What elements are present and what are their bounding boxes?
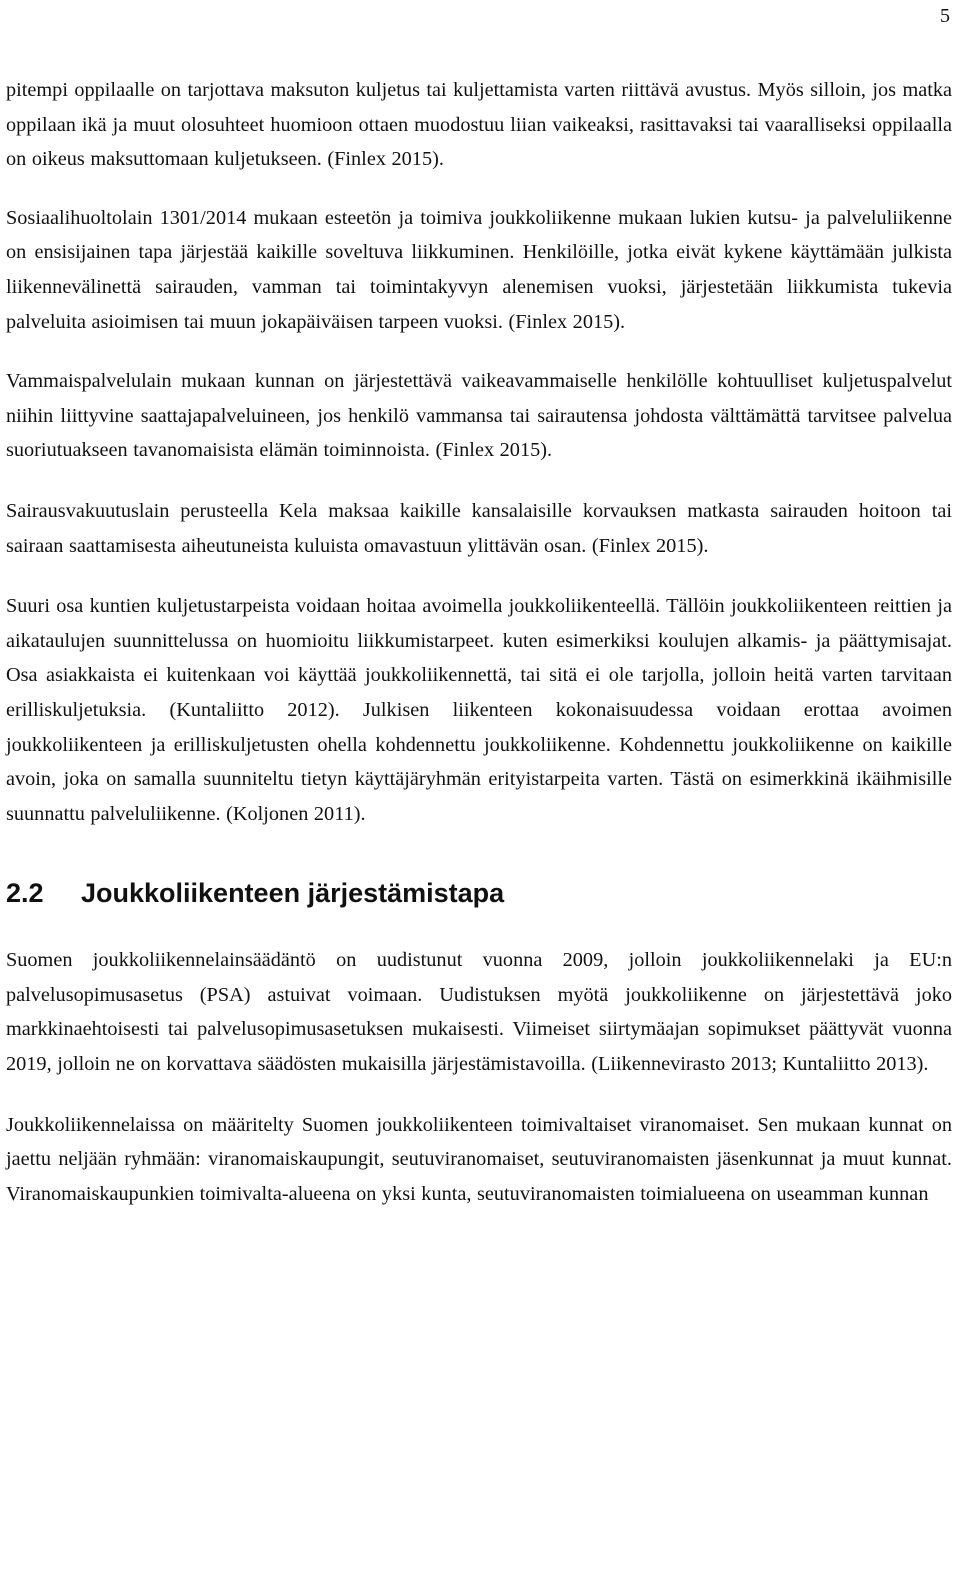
paragraph-health-insurance-act: Sairausvakuutuslain perusteella Kela maksaa kaikille kansalaisille korvauksen matkasta sairauden hoitoon tai sairaan saattamisesta aiheutuneista kuluista omavastuun ylittävän osan. (Finlex 2015). [6, 499, 952, 557]
paragraph-social-welfare-act: Sosiaalihuoltolain 1301/2014 mukaan esteetön ja toimiva joukkoliikenne mukaan lukien kutsu- ja palveluliikenne on ensisijainen tapa järjestää kaikille soveltuva liikkuminen. Henkilöille, jotka eivät kykene käyttämään julkista liikennevälinettä sairauden, vamman tai toimintakyvyn alenemisen vuoksi, järjestetään liikkumista tukevia palveluita asioimisen tai muun jokapäiväisen tarpeen vuoksi. (Finlex 2015). [6, 206, 952, 333]
paragraph-legislation-reform: Suomen joukkoliikennelainsäädäntö on uudistunut vuonna 2009, jolloin joukkoliikennelaki ja EU:n palvelusopimusasetus (PSA) astuivat voimaan. Uudistuksen myötä joukkoliikenne on järjestettävä joko markkinaehtoisesti tai palvelusopimusasetuksen mukaisesti. Viimeiset siirtymäajan sopimukset päättyvät vuonna 2019, jolloin ne on korvattava säädösten mukaisilla järjestämistavoilla. (Liikennevirasto 2013; Kuntaliitto 2013). [6, 949, 952, 1076]
page-number: 5 [940, 5, 950, 27]
section-title: Joukkoliikenteen järjestämistapa [81, 878, 505, 909]
paragraph-municipal-transport-needs: Suuri osa kuntien kuljetustarpeista voidaan hoitaa avoimella joukkoliikenteellä. Tällöin joukkoliikenteen reittien ja aikataulujen suunnittelussa on huomioitu liikkumistarpeet. kuten esimerkiksi koulujen alkamis- ja päättymisajat. Osa asiakkaista ei kuitenkaan voi käyttää joukkoliikennettä, tai sitä ei ole tarjolla, jolloin heitä varten tarvitaan erilliskuljetuksia. (Kuntaliitto 2012). Julkisen liikenteen kokonaisuudessa voidaan erottaa avoimen joukkoliikenteen ja erilliskuljetusten ohella kohdennettu joukkoliikenne. Kohdennettu joukkoliikenne on kaikille avoin, joka on samalla suunniteltu tietyn käyttäjäryhmän erityistarpeita varten. Tästä on esimerkkinä ikäihmisille suunnattu palveluliikenne. (Koljonen 2011). [6, 595, 952, 825]
paragraph-school-transport: pitempi oppilaalle on tarjottava maksuton kuljetus tai kuljettamista varten riittävä avustus. Myös silloin, jos matka oppilaan ikä ja muut olosuhteet huomioon ottaen muodostuu liian vaikeaksi, rasittavaksi tai vaaralliseksi oppilaalla on oikeus maksuttomaan kuljetukseen. (Finlex 2015). [6, 79, 952, 171]
paragraph-disability-services-act: Vammaispalvelulain mukaan kunnan on järjestettävä vaikeavammaiselle henkilölle kohtuulliset kuljetuspalvelut niihin liittyvine saattajapalveluineen, jos henkilö vammansa tai sairautensa johdosta välttämättä tarvitsee palvelua suoriutuakseen tavanomaisista elämän toiminnoista. (Finlex 2015). [6, 370, 952, 462]
paragraph-competent-authorities: Joukkoliikennelaissa on määritelty Suomen joukkoliikenteen toimivaltaiset viranomaiset. Sen mukaan kunnat on jaettu neljään ryhmään: viranomaiskaupungit, seutuviranomaiset, seutuviranomaisten jäsenkunnat ja muut kunnat. Viranomaiskaupunkien toimivalta-alueena on yksi kunta, seutuviranomaisten toimialueena on useamman kunnan [6, 1113, 952, 1205]
section-heading [6, 873, 952, 913]
document-body [6, 73, 952, 1211]
section-number: 2.2 [6, 878, 44, 909]
